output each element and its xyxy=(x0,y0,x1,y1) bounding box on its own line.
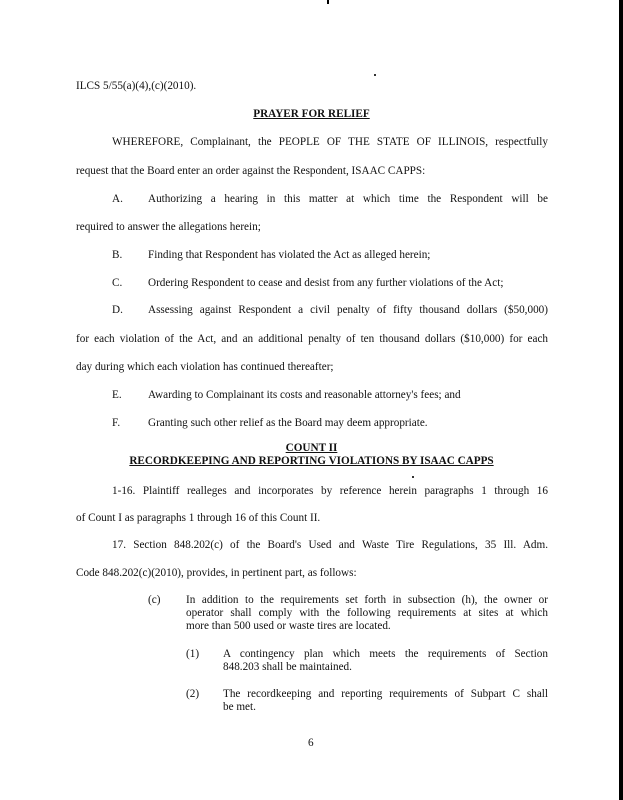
wherefore-line-2: request that the Board enter an order against the Respondent, ISAAC CAPPS: xyxy=(76,165,426,177)
relief-a-line-1: Authorizing a hearing in this matter at which time the Respondent will be xyxy=(148,193,548,205)
count-subheading: RECORDKEEPING AND REPORTING VIOLATIONS BY ISAAC CAPPS xyxy=(129,455,494,467)
intro-citation: ILCS 5/55(a)(4),(c)(2010). xyxy=(76,80,197,92)
relief-label-b: B. xyxy=(112,249,123,261)
para-1-16-line-2: of Count I as paragraphs 1 through 16 of this Count II. xyxy=(76,512,321,524)
relief-b-text: Finding that Respondent has violated the Act as alleged herein; xyxy=(148,249,431,261)
quote-2-line-2: be met. xyxy=(223,701,256,713)
wherefore-line-1: WHEREFORE, Complainant, the PEOPLE OF THE STATE OF ILLINOIS, respectfully xyxy=(112,136,548,148)
quote-2-label: (2) xyxy=(186,688,200,700)
relief-label-c: C. xyxy=(112,277,123,289)
relief-label-f: F. xyxy=(112,417,121,429)
page-number: 6 xyxy=(308,737,314,749)
quote-1-label: (1) xyxy=(186,648,200,660)
quote-2-line-1: The recordkeeping and reporting requirements of Subpart C shall xyxy=(223,688,548,700)
count-heading: COUNT II xyxy=(285,442,338,454)
relief-f-text: Granting such other relief as the Board may deem appropriate. xyxy=(148,417,428,429)
relief-e-text: Awarding to Complainant its costs and reasonable attorney's fees; and xyxy=(148,389,461,401)
scan-mark xyxy=(327,0,329,4)
scan-speck xyxy=(374,74,376,76)
scan-edge xyxy=(619,0,623,800)
para-17-line-1: 17. Section 848.202(c) of the Board's Used and Waste Tire Regulations, 35 Ill. Adm. xyxy=(112,539,548,551)
quote-c-line-3: more than 500 used or waste tires are located. xyxy=(186,620,391,632)
quote-1-line-1: A contingency plan which meets the requirements of Section xyxy=(223,648,548,660)
para-17-line-2: Code 848.202(c)(2010), provides, in pertinent part, as follows: xyxy=(76,567,357,579)
relief-label-a: A. xyxy=(112,193,123,205)
relief-d-line-3: day during which each violation has continued thereafter; xyxy=(76,361,334,373)
relief-label-e: E. xyxy=(112,389,122,401)
quote-c-line-1: In addition to the requirements set forth in subsection (h), the owner or xyxy=(186,594,548,606)
quote-c-label: (c) xyxy=(148,594,161,606)
quote-c-line-2: operator shall comply with the following requirements at sites at which xyxy=(186,607,548,619)
relief-label-d: D. xyxy=(112,304,123,316)
para-1-16-line-1: 1-16. Plaintiff realleges and incorporates by reference herein paragraphs 1 through 16 xyxy=(112,485,548,497)
scan-speck xyxy=(412,476,414,478)
quote-1-line-2: 848.203 shall be maintained. xyxy=(223,661,352,673)
relief-a-line-2: required to answer the allegations herein; xyxy=(76,221,261,233)
relief-d-line-1: Assessing against Respondent a civil penalty of fifty thousand dollars ($50,000) xyxy=(148,304,548,316)
relief-d-line-2: for each violation of the Act, and an additional penalty of ten thousand dollars ($10,000) for each xyxy=(76,333,548,345)
prayer-heading: PRAYER FOR RELIEF xyxy=(253,108,370,120)
relief-c-text: Ordering Respondent to cease and desist from any further violations of the Act; xyxy=(148,277,504,289)
